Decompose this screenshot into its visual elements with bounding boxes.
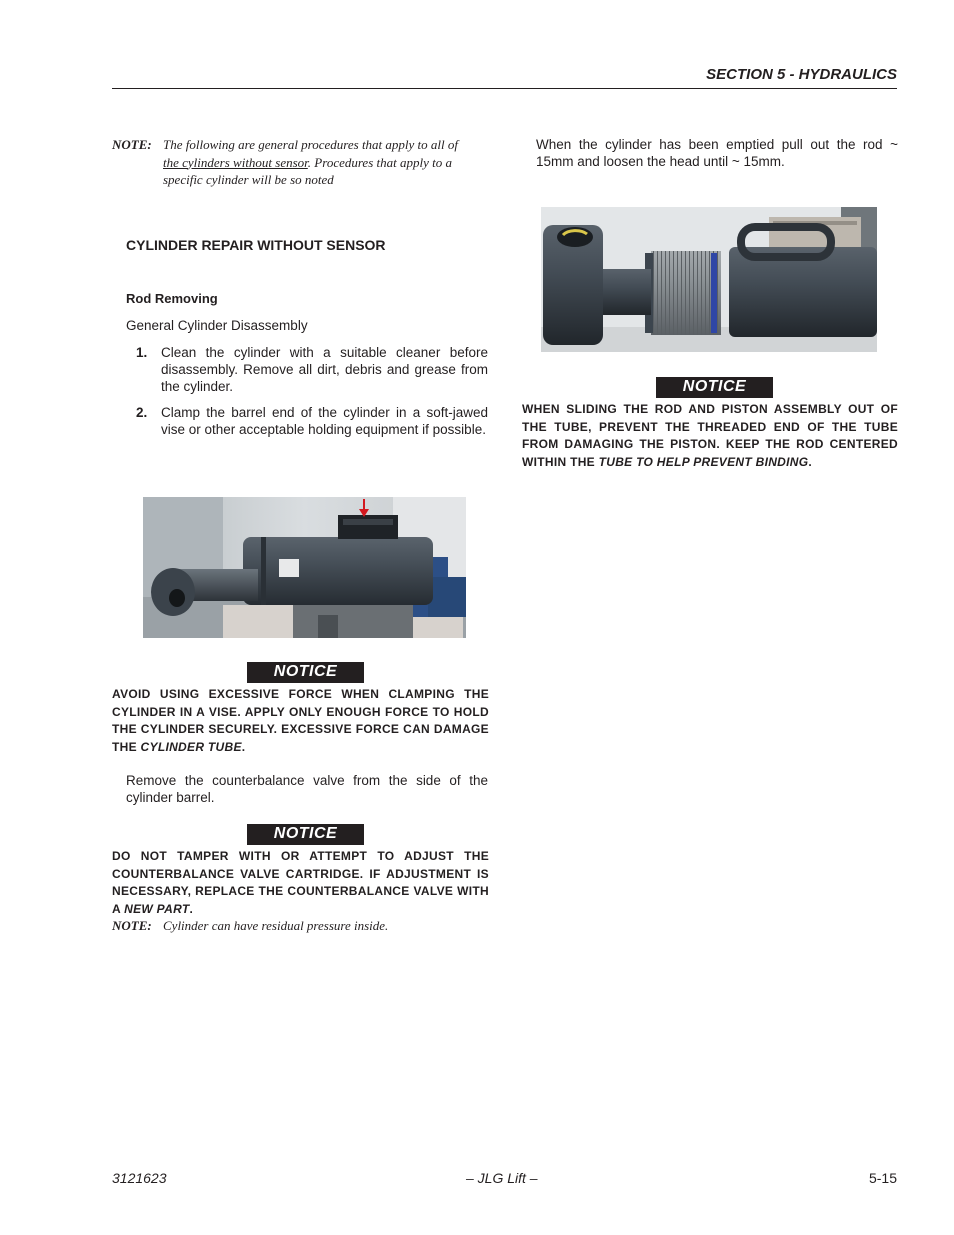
- notice-body: AVOID USING EXCESSIVE FORCE WHEN CLAMPING THE CYLINDER IN A VISE. APPLY ONLY ENOUGH FORCE TO HOLD THE CYLINDER SECURELY. EXCESSIVE FORCE CAN DAMAGE THE: [112, 687, 489, 754]
- notice-body: WHEN SLIDING THE ROD AND PISTON ASSEMBLY OUT OF THE TUBE, PREVENT THE THREADED END OF THE TUBE FROM DAMAGING THE PISTON. KEEP THE ROD CENTERED WITHIN THE: [522, 402, 898, 469]
- notice-badge-1: NOTICE: [247, 662, 364, 683]
- notice-italic: NEW PART: [124, 901, 190, 916]
- cylinder-in-vise-photo: [143, 497, 466, 638]
- step-1: [126, 344, 488, 396]
- section-heading: CYLINDER REPAIR WITHOUT SENSOR: [126, 237, 386, 253]
- note-line-2: [163, 154, 489, 172]
- footer-center-title: – JLG Lift –: [466, 1170, 538, 1186]
- note-line-1: The following are general procedures that apply to all of: [163, 137, 459, 152]
- notice-text-2: [112, 848, 489, 918]
- notice-badge-2: NOTICE: [247, 824, 364, 845]
- section-header: SECTION 5 - HYDRAULICS: [706, 66, 897, 83]
- notice-body: DO NOT TAMPER WITH OR ATTEMPT TO ADJUST THE COUNTERBALANCE VALVE CARTRIDGE. IF ADJUSTMENT IS NECESSARY, REPLACE THE COUNTERBALANCE VALVE WITH A: [112, 849, 489, 916]
- footer-page-number: 5-15: [868, 1170, 897, 1186]
- notice-italic: TUBE TO HELP PREVENT BINDING: [598, 454, 809, 469]
- note-line-2-rest: . Procedures that apply to a: [307, 154, 452, 170]
- notice-end: .: [808, 454, 813, 469]
- step-number: 2.: [136, 405, 148, 420]
- notice-badge-3: NOTICE: [656, 377, 773, 398]
- step-text: Clamp the barrel end of the cylinder in a soft-jawed vise or other acceptable holding equipment if possible.: [161, 405, 488, 437]
- header-rule: [112, 88, 897, 89]
- step-number: 1.: [136, 345, 148, 360]
- notice-text-1: [112, 686, 489, 756]
- note-label: NOTE:: [112, 137, 152, 152]
- note-general-procedures: [112, 136, 489, 190]
- notice-end: .: [241, 739, 246, 754]
- notice-end: .: [189, 901, 194, 916]
- step-text: Clean the cylinder with a suitable cleaner before disassembly. Remove all dirt, debris and grease from the cylinder.: [161, 345, 488, 394]
- emptied-cylinder-paragraph: When the cylinder has been emptied pull out the rod ~ 15mm and loosen the head until ~ 15mm.: [536, 137, 898, 169]
- notice-text-3: [522, 401, 898, 471]
- notice-italic: CYLINDER TUBE: [140, 739, 242, 754]
- note-label: NOTE:: [112, 918, 152, 933]
- footer-doc-number: 3121623: [112, 1170, 167, 1186]
- step-2: [126, 404, 488, 456]
- rod-head-loosened-photo: [541, 207, 877, 352]
- subheading-rod-removing: Rod Removing: [126, 291, 218, 306]
- counterbalance-paragraph: Remove the counterbalance valve from the side of the cylinder barrel.: [126, 773, 488, 805]
- note-text: Cylinder can have residual pressure inside.: [163, 918, 389, 933]
- note-residual-pressure: [112, 917, 489, 935]
- note-underlined-text: the cylinders without sensor: [163, 154, 308, 170]
- intro-text: General Cylinder Disassembly: [126, 318, 308, 333]
- note-line-3: specific cylinder will be so noted: [163, 172, 334, 187]
